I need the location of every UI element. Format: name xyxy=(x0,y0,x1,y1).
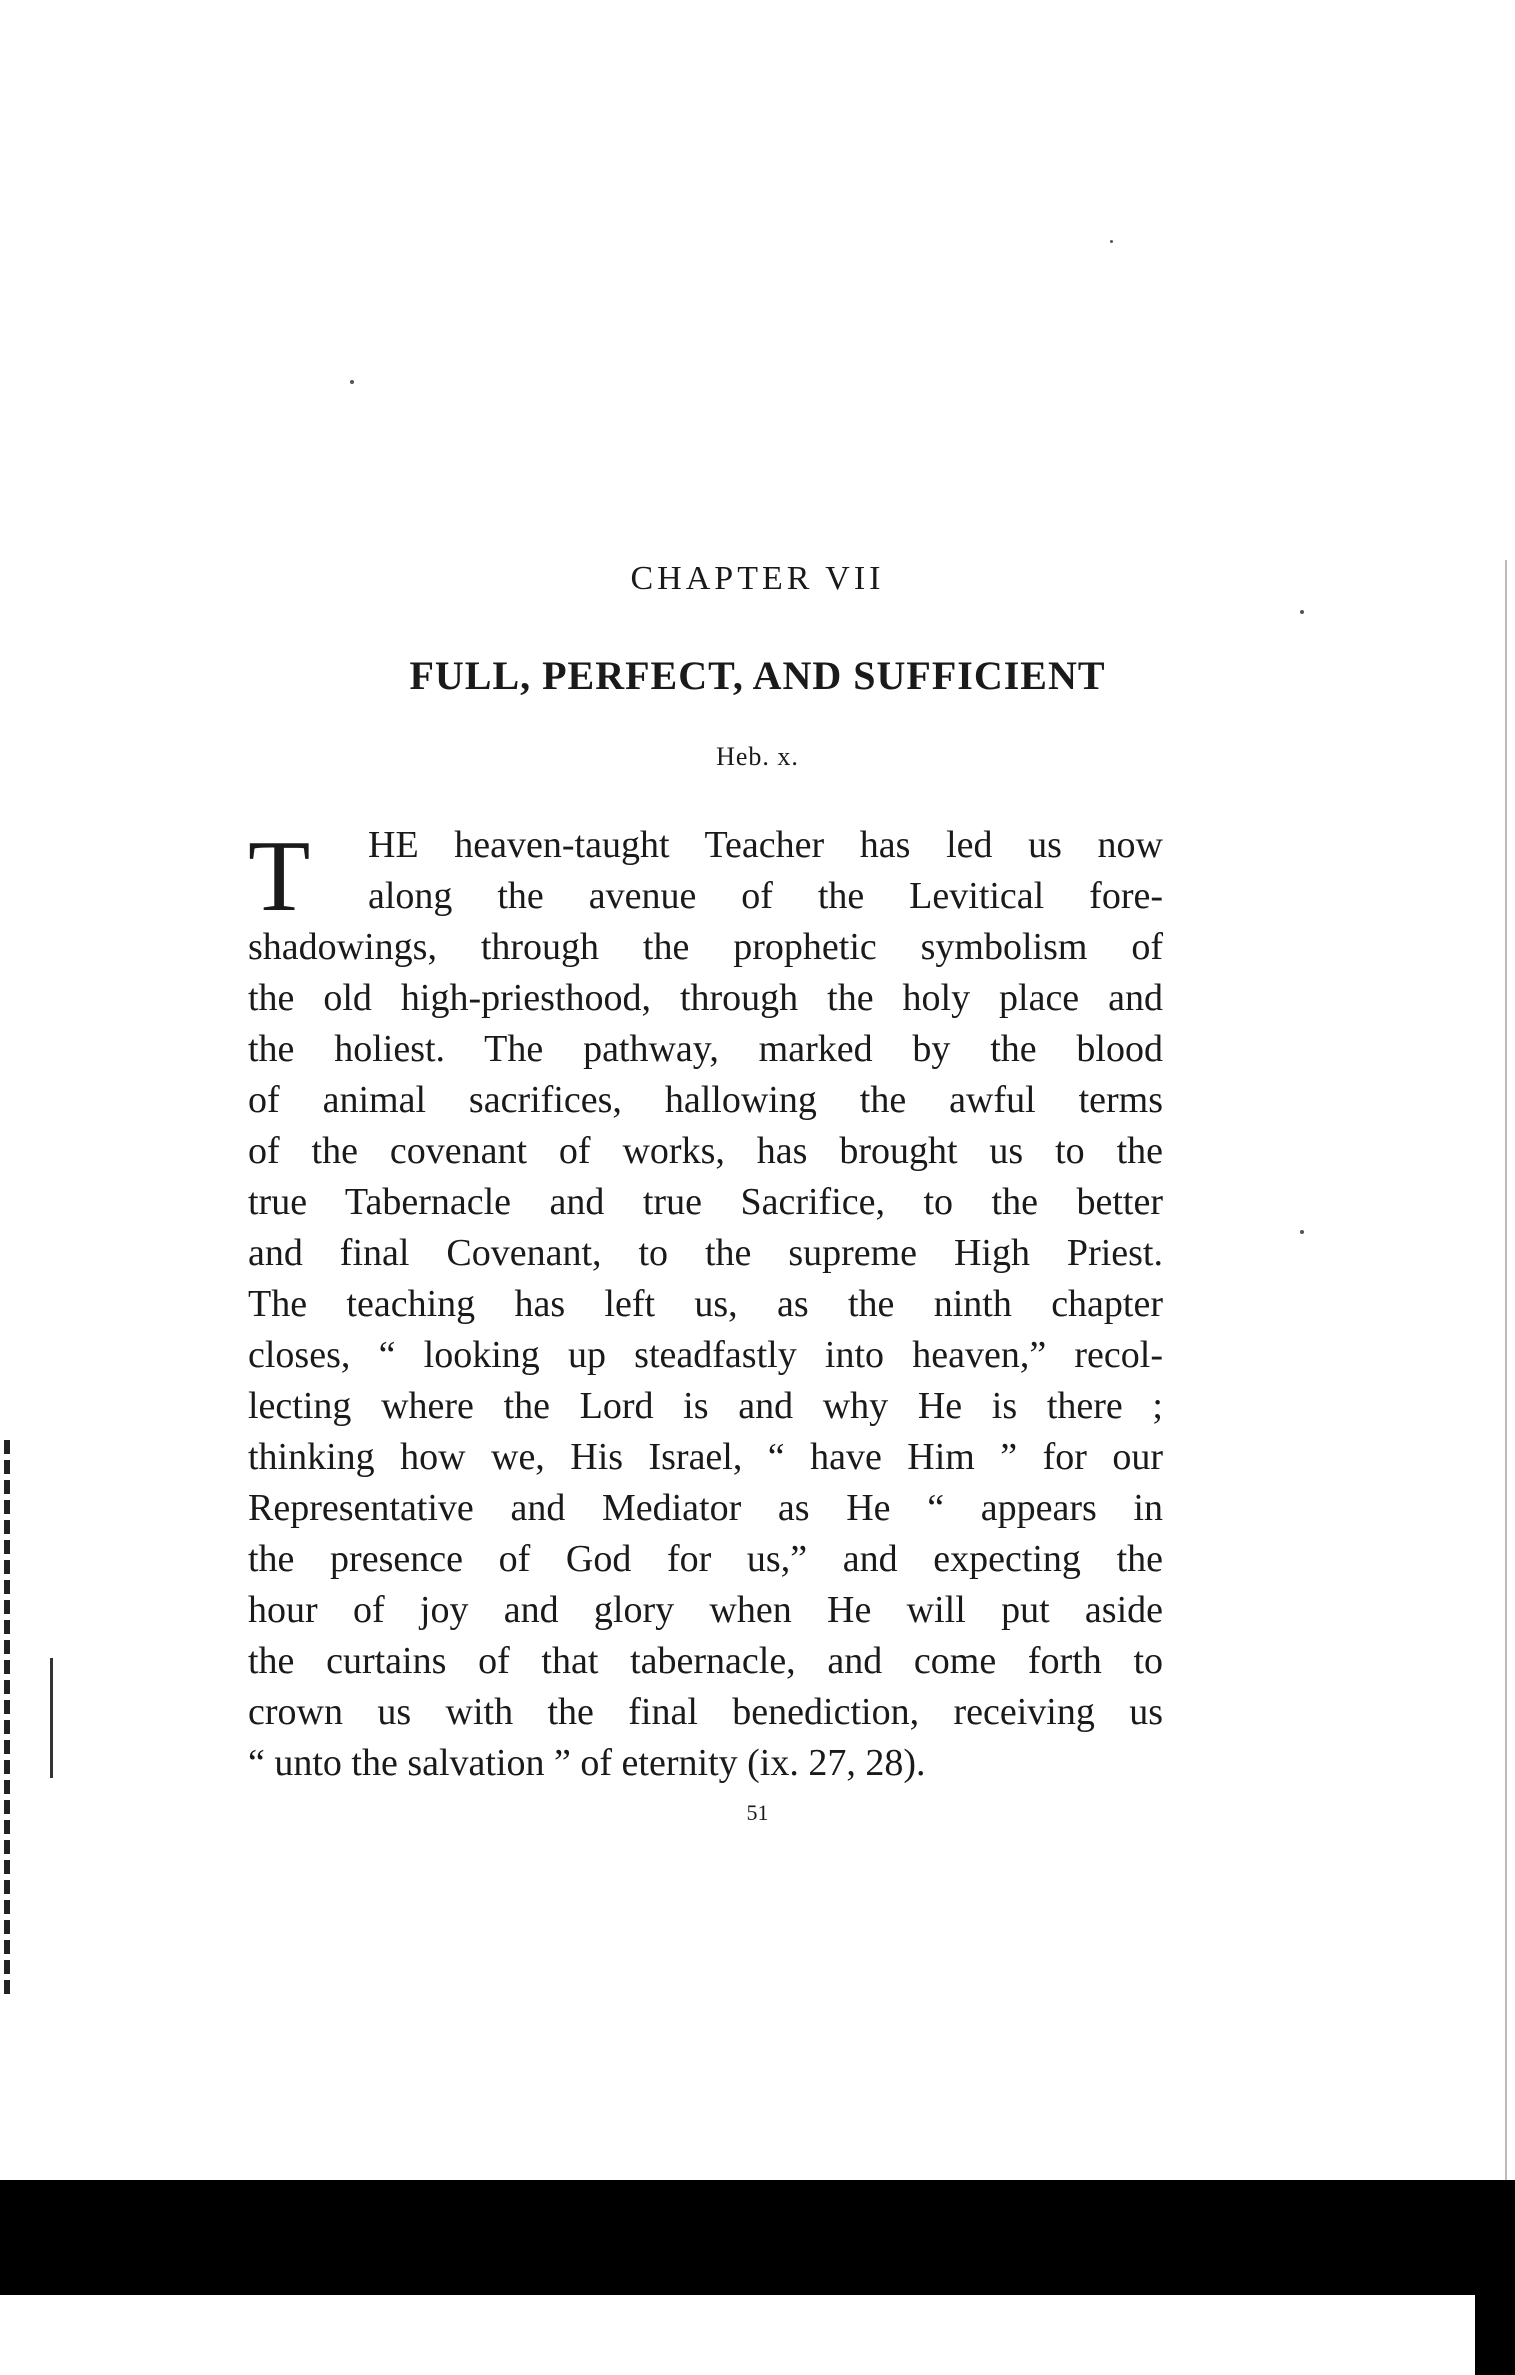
scan-right-edge-line xyxy=(1505,560,1507,2180)
text-line: Representative and Mediator as He “ appears in xyxy=(248,1487,1163,1529)
scan-bottom-band xyxy=(0,2180,1515,2295)
text-line: the holiest. The pathway, marked by the blood xyxy=(248,1028,1163,1070)
text-line: thinking how we, His Israel, “ have Him ” for our xyxy=(248,1436,1163,1478)
text-line: “ unto the salvation ” of eternity (ix. 27, 28). xyxy=(248,1742,926,1784)
text-line: crown us with the final benediction, receiving us xyxy=(248,1691,1163,1733)
text-line: the curtains of that tabernacle, and come forth to xyxy=(248,1640,1163,1682)
text-line: true Tabernacle and true Sacrifice, to the better xyxy=(248,1181,1163,1223)
text-line: the presence of God for us,” and expecting the xyxy=(248,1538,1163,1580)
scan-left-line xyxy=(50,1658,53,1778)
text-line: HE heaven-taught Teacher has led us now xyxy=(368,824,1163,866)
page-number: 51 xyxy=(746,1800,769,1825)
text-line: closes, “ looking up steadfastly into heaven,” recol- xyxy=(248,1334,1163,1376)
text-line: of the covenant of works, has brought us to the xyxy=(248,1130,1163,1172)
text-line: The teaching has left us, as the ninth chapter xyxy=(248,1283,1163,1325)
chapter-title: FULL, PERFECT, AND SUFFICIENT xyxy=(409,653,1106,698)
drop-cap: T xyxy=(248,820,311,933)
text-line: and final Covenant, to the supreme High Priest. xyxy=(248,1232,1163,1274)
text-line: the old high-priesthood, through the holy place and xyxy=(248,977,1163,1019)
scan-left-edge-mark xyxy=(4,1440,10,2000)
text-line: hour of joy and glory when He will put aside xyxy=(248,1589,1163,1631)
text-line: shadowings, through the prophetic symbolism of xyxy=(248,926,1163,968)
scan-speck xyxy=(1110,240,1113,243)
body-text xyxy=(248,820,1163,1789)
scan-speck xyxy=(350,380,354,384)
text-line: of animal sacrifices, hallowing the awful terms xyxy=(248,1079,1163,1121)
text-line: along the avenue of the Levitical fore- xyxy=(368,875,1163,917)
scan-bottom-band-edge xyxy=(1475,2180,1515,2375)
scripture-reference: Heb. x. xyxy=(716,742,799,771)
chapter-label: CHAPTER VII xyxy=(630,560,885,597)
scan-speck xyxy=(1300,1230,1304,1234)
scan-speck xyxy=(1300,610,1304,614)
text-line: lecting where the Lord is and why He is there ; xyxy=(248,1385,1163,1427)
